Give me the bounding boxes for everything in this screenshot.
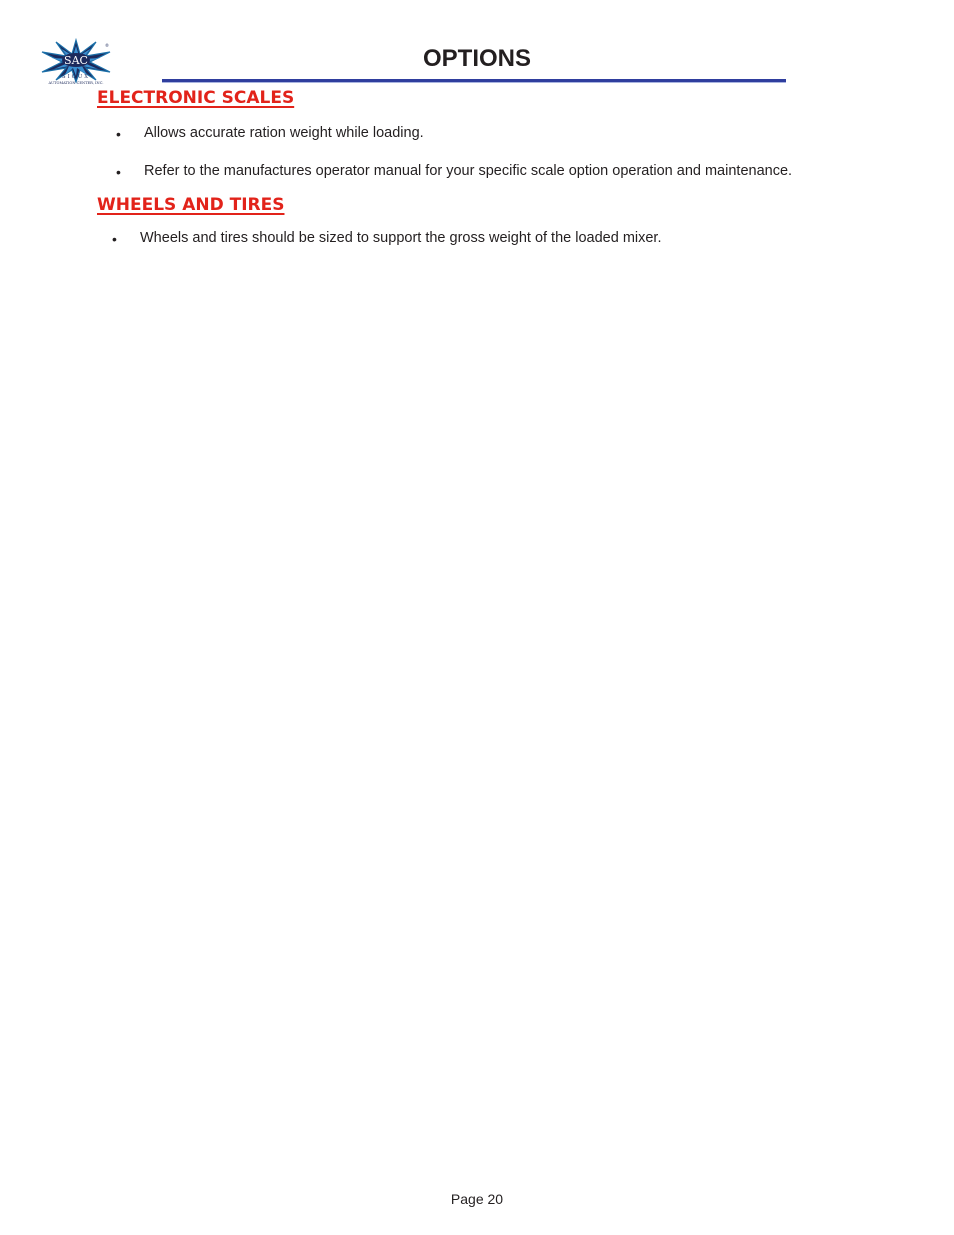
- svg-text:SIOUX: SIOUX: [62, 74, 90, 80]
- svg-text:AUTOMATION CENTER, INC.: AUTOMATION CENTER, INC.: [48, 81, 104, 85]
- title-divider: [162, 79, 786, 83]
- list-item-text: Wheels and tires should be sized to support the gross weight of the loaded mixer.: [140, 230, 662, 246]
- section-heading-wheels-and-tires: WHEELS AND TIRES: [97, 195, 285, 215]
- svg-text:®: ®: [105, 43, 109, 48]
- bullet-icon: •: [116, 126, 121, 142]
- list-item-text: Allows accurate ration weight while loading.: [144, 125, 424, 141]
- bullet-icon: •: [116, 164, 121, 180]
- page-number: Page 20: [450, 1191, 504, 1207]
- page-title: OPTIONS: [422, 45, 531, 72]
- list-item-text: Refer to the manufactures operator manual for your specific scale option operation and maintenance.: [144, 163, 793, 179]
- bullet-icon: •: [112, 231, 117, 247]
- section-heading-electronic-scales: ELECTRONIC SCALES: [97, 88, 295, 108]
- svg-text:SAC: SAC: [64, 54, 88, 67]
